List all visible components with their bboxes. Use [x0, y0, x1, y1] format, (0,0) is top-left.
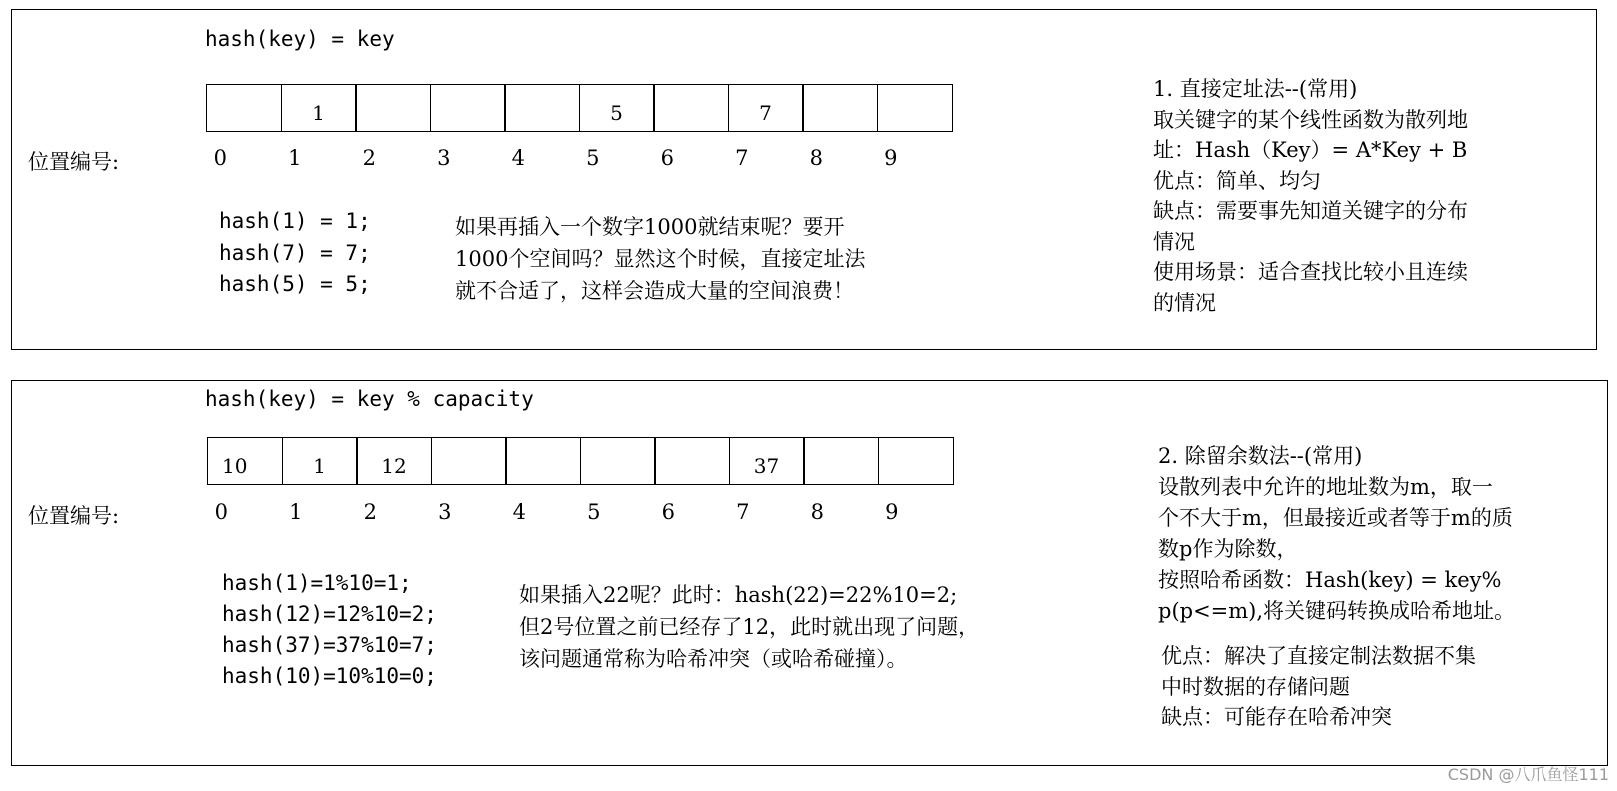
description-line: 缺点：需要事先知道关键字的分布	[1153, 199, 1468, 223]
index-label: 1	[288, 146, 302, 170]
pros-cons-line: 中时数据的存储问题	[1161, 674, 1350, 699]
hash-examples	[219, 206, 371, 301]
description-line: 的情况	[1153, 290, 1216, 315]
note-line: 但2号位置之前已经存了12，此时就出现了问题，	[519, 615, 980, 639]
index-label: 6	[661, 500, 675, 524]
table-cell	[505, 437, 581, 485]
index-label: 5	[586, 146, 600, 170]
table-cell	[878, 437, 954, 485]
description-line: 优点：简单、均匀	[1153, 168, 1321, 193]
index-label: 7	[735, 146, 749, 170]
note-line: 如果插入22呢？此时：hash(22)=22%10=2;	[519, 583, 958, 607]
index-label: 0	[213, 146, 227, 170]
table-cell	[802, 84, 878, 132]
method-description	[1153, 74, 1468, 318]
note-line: 1000个空间吗？显然这个时候，直接定址法	[455, 247, 866, 271]
table-cell	[206, 84, 282, 132]
direct-addressing-panel	[11, 9, 1597, 350]
note-line: 如果再插入一个数字1000就结束呢？要开	[455, 215, 845, 239]
example-line: hash(37)=37%10=7;	[222, 633, 437, 657]
index-label: 8	[810, 500, 824, 524]
description-line: 取关键字的某个线性函数为散列地	[1153, 107, 1468, 132]
example-line: hash(5) = 5;	[219, 272, 371, 296]
index-label: 5	[587, 500, 601, 524]
example-line: hash(10)=10%10=0;	[222, 664, 437, 688]
description-line: 数p作为除数，	[1158, 537, 1298, 561]
description-line: 设散列表中允许的地址数为m，取一	[1158, 475, 1493, 499]
description-line: 按照哈希函数：Hash(key) = key%	[1158, 568, 1502, 592]
index-label: 8	[809, 146, 823, 170]
watermark: CSDN @八爪鱼怪111	[1447, 765, 1609, 784]
hash-examples	[222, 568, 437, 692]
formula: hash(key) = key % capacity	[205, 387, 534, 411]
hash-table	[206, 84, 953, 132]
formula: hash(key) = key	[205, 27, 395, 51]
note	[519, 579, 979, 675]
table-cell: 5	[579, 84, 655, 132]
index-label: 7	[736, 500, 750, 524]
index-label: 4	[511, 146, 525, 170]
description-line: 情况	[1153, 229, 1195, 254]
pros-cons-line: 缺点：可能存在哈希冲突	[1161, 705, 1392, 729]
description-line: 址：Hash（Key）= A*Key + B	[1153, 138, 1468, 162]
index-label: 2	[362, 146, 376, 170]
example-line: hash(12)=12%10=2;	[222, 602, 437, 626]
note-line: 就不合适了，这样会造成大量的空间浪费！	[455, 279, 854, 303]
table-cell: 1	[282, 437, 358, 485]
example-line: hash(1)=1%10=1;	[222, 571, 412, 595]
note-line: 该问题通常称为哈希冲突（或哈希碰撞）。	[519, 647, 908, 671]
table-cell: 12	[356, 437, 432, 485]
hash-table	[207, 437, 954, 485]
table-cell	[430, 84, 506, 132]
table-cell	[653, 84, 729, 132]
index-label: 1	[289, 500, 303, 524]
index-label: 6	[660, 146, 674, 170]
index-label: 9	[884, 146, 898, 170]
table-cell: 10	[207, 437, 283, 485]
index-row	[184, 500, 929, 524]
table-cell	[355, 84, 431, 132]
description-line: 使用场景：适合查找比较小且连续	[1153, 260, 1468, 284]
table-cell	[654, 437, 730, 485]
example-line: hash(7) = 7;	[219, 240, 371, 265]
description-line: p(p<=m),将关键码转换成哈希地址。	[1158, 599, 1516, 623]
index-row	[183, 146, 928, 170]
table-cell	[580, 437, 656, 485]
pros-cons-line: 优点：解决了直接定制法数据不集	[1161, 644, 1476, 668]
table-cell	[877, 84, 953, 132]
method-description	[1158, 441, 1515, 627]
division-remainder-panel	[11, 380, 1608, 766]
index-label: 3	[438, 500, 452, 524]
index-label: 3	[437, 146, 451, 170]
position-label: 位置编号:	[28, 504, 120, 528]
index-label: 0	[214, 500, 228, 524]
index-label: 4	[512, 500, 526, 524]
description-line: 2. 除留余数法--(常用)	[1158, 444, 1363, 468]
index-label: 2	[363, 500, 377, 524]
table-cell: 1	[281, 84, 357, 132]
note	[455, 211, 865, 307]
example-line: hash(1) = 1;	[219, 209, 371, 233]
description-line: 个不大于m，但最接近或者等于m的质	[1158, 506, 1513, 530]
pros-cons	[1161, 641, 1476, 733]
table-cell	[431, 437, 507, 485]
table-cell	[803, 437, 879, 485]
table-cell: 37	[729, 437, 805, 485]
table-cell	[504, 84, 580, 132]
description-line: 1. 直接定址法--(常用)	[1153, 77, 1358, 101]
index-label: 9	[885, 500, 899, 524]
position-label: 位置编号:	[28, 150, 120, 174]
table-cell: 7	[728, 84, 804, 132]
